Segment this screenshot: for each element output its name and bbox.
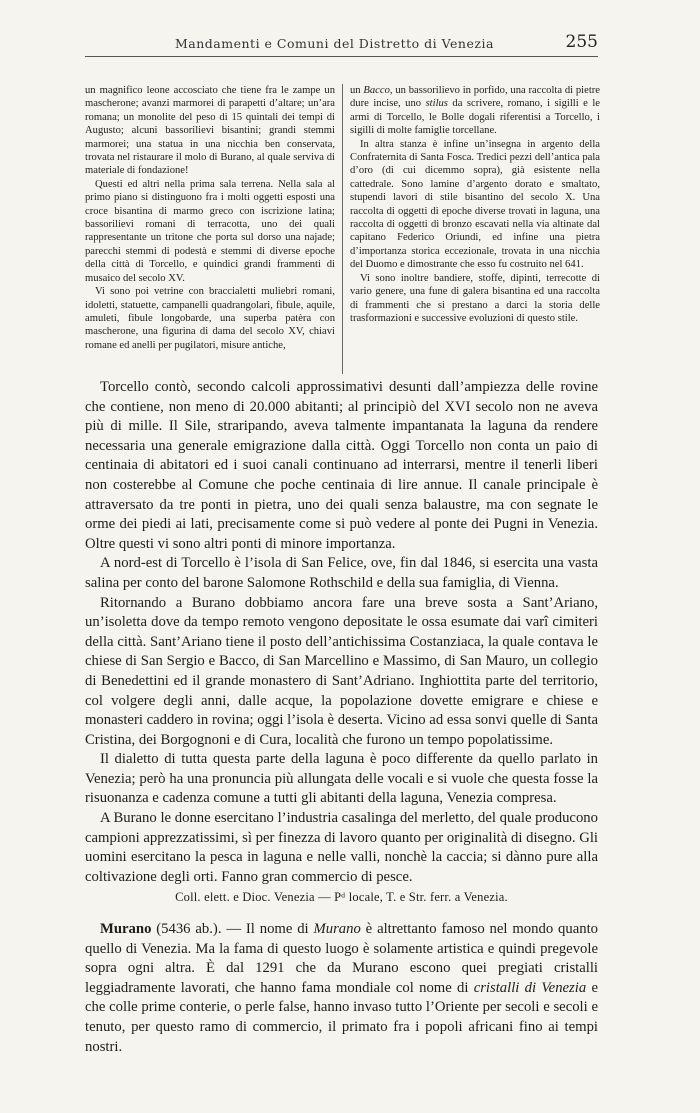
text-run: Il dialetto di tutta questa parte della laguna è poco differente da quello parlato in Venezia; però ha una pronuncia più allungata delle vocali e si vuole che questa fosse la risuonanza e cadenza comune a tutti gli abitanti della laguna, Venezia compresa. <box>85 751 598 807</box>
text-run: (5436 ab.). — Il nome di <box>151 921 314 938</box>
left-column <box>85 84 335 374</box>
paragraph <box>85 594 598 751</box>
paragraph <box>85 809 598 887</box>
source-line: Coll. elett. e Dioc. Venezia — Pᵈ locale, T. e Str. ferr. a Venezia. <box>175 890 508 905</box>
main-text <box>85 378 598 1057</box>
two-column-section <box>85 84 600 374</box>
paragraph <box>85 285 335 352</box>
text-run: un magnifico leone accosciato che tiene fra le zampe un mascherone; avanzi marmorei di parapetti d’altare; un’ara romana; un monolite del peso di 15 quintali dei tempi di Augusto; alcuni bassorilievi bisantini; grandi stemmi marmorei; una statua in una nicchia ben conservata, trovata nel ristaurare il molo di Burano, al quale serviva di materiale di fondazione! <box>85 85 335 177</box>
text-run: , un bassorilievo in porfido, una raccolta di pietre dure incise, uno <box>350 85 600 110</box>
running-head: Mandamenti e Comuni del Distretto di Venezia <box>175 36 494 51</box>
paragraph <box>85 178 335 285</box>
text-run: Vi sono inoltre bandiere, stoffe, dipinti, terrecotte di vario genere, una fune di galera bisantina ed una raccolta di frammenti che si prestano a darci la storia delle trasformazioni e successive evoluzioni di questo stile. <box>350 272 600 324</box>
paragraph <box>350 272 600 326</box>
main-paragraphs <box>85 378 598 887</box>
text-run: Vi sono poi vetrine con braccialetti muliebri romani, idoletti, statuette, campanelli quadrangolari, fibule, aquile, amuleti, fibule longobarde, una superba patèra con mascherone, una figurina di dama del secolo XV, chiavi romane ed anelli per pugilatori, misure antiche, <box>85 286 335 351</box>
text-run: Ritornando a Burano dobbiamo ancora fare una breve sosta a Sant’Ariano, un’isoletta dove da tempo remoto vengono depositate le ossa esumate dai varî cimiteri della città. Sant’Ariano tiene il posto dell’antichissima Costanziaca, la quale contava le chiese di San Sergio e Bacco, di San Marcellino e Massimo, di San Mauro, un collegio di Benedettini ed il grande monastero di Sant’Adriano. Inghiottita parte del territorio, col volgere degli anni, dalle acque, la popolazione dovette emigrare e chiese e monasteri caddero in rovina; oggi l’isola è deserta. Vicino ad essa sonvi quelle di Santa Cristina, dei Borgognoni e di Cura, località che furono un tempo popolatissime. <box>85 594 598 748</box>
text-run: Torcello contò, secondo calcoli approssimativi desunti dall’ampiezza delle rovine che contiene, non meno di 20.000 abitanti; al principiò del XVI secolo non ne aveva più di mille. Il Sile, straripando, aveva talmente impantanata la laguna da rendere necessaria una generale emigrazione dalla città. Oggi Torcello non conta un paio di centinaia di abitatori ed i suoi canali continuano ad interrarsi, mentre il tenerli liberi non costerebbe al Comune che poche centinaia di lire annue. Il canale principale è attraversato da tre ponti in pietra, uno dei quali senza balaustre, ma con segnate le orme dei piedi ai lati, precisamente come si può vedere al ponte dei Pugni in Venezia. Oltre questi vi sono altri ponti di minore importanza. <box>85 379 598 552</box>
text-run: A Burano le donne esercitano l’industria casalinga del merletto, del quale producono campioni apprezzatissimi, sì per finezza di lavoro quanto per originalità di disegno. Gli uomini esercitano la pesca in laguna e nelle valli, nonchè la caccia; si dànno pure alla coltivazione degli orti. Fanno gran commercio di pesce. <box>85 810 598 885</box>
page-number: 255 <box>565 32 598 52</box>
paragraph <box>85 84 335 178</box>
text-run: Questi ed altri nella prima sala terrena. Nella sala al primo piano si distinguono fra i molti oggetti esposti una croce bisantina di marmo greco con iscrizione latina; bassorilievi romani di terracotta, uno dei quali rappresentante un tritone che porta sul dorso una najade; parecchi stemmi di podestà e stemmi di diverse epoche della città di Torcello, e quindici grandi frammenti di musaico del secolo XV. <box>85 178 335 284</box>
text-run: un <box>350 85 364 96</box>
text-run: In altra stanza è infine un’insegna in argento della Confraternita di Santa Fosca. Tredici pezzi dell’antica pala d’oro (di cui dicemmo sopra), già esistente nella cattedrale. Sono lamine d’argento dorato e smaltato, stupendi lavori di stile bisantino del secolo X. Una raccolta di oggetti di epoche diverse trovati in laguna, una raccolta di oggetti di bronzo escavati nella via altinate dal capitano Federico Oriundi, ed infine una pietra d’importanza storica eccezionale, trovata in una nicchia del Duomo e dimostrante che esso fu costruito nel 641. <box>350 138 600 271</box>
entry-body <box>85 921 598 1055</box>
paragraph <box>85 378 598 554</box>
text-run: A nord-est di Torcello è l’isola di San Felice, ove, fin dal 1846, si esercita una vasta salina per conto del barone Salomone Rothschild e della sua famiglia, di Vienna. <box>85 555 598 591</box>
text-run: è altrettanto famoso nel mondo quanto quello di Venezia. Ma la fama di questo luogo è solamente artistica e quindi pregevole sopra ogni altra. È dal 1291 che da Murano escono quei pregiati cristalli leggiadramente lavorati, che hanno fama mondiale col nome di <box>85 921 598 996</box>
column-divider <box>342 84 343 374</box>
italic-text: Bacco <box>363 85 390 96</box>
italic-text: cristalli di Venezia <box>473 979 587 996</box>
italic-text: stilus <box>425 98 448 110</box>
paragraph <box>85 554 598 593</box>
right-column <box>350 84 600 374</box>
entry-murano <box>85 920 598 1057</box>
entry-title: Murano <box>100 921 152 938</box>
paragraph <box>85 750 598 809</box>
page-header <box>85 34 598 57</box>
text-run: e che colle prime conterie, o perle false, hanno invaso tutto l’Oriente per secoli e secoli e tenuto, per questo ramo di commercio, il primato fra i popoli africani fino ai tempi nostri. <box>85 979 598 1055</box>
paragraph <box>350 138 600 272</box>
paragraph <box>350 84 600 138</box>
italic-text: Murano <box>313 921 361 938</box>
text-run: da scrivere, romano, i sigilli e le armi di Torcello, le Bolle dogali riferentisi a Torcello, i sigilli di molte famiglie torcellane. <box>350 98 600 137</box>
